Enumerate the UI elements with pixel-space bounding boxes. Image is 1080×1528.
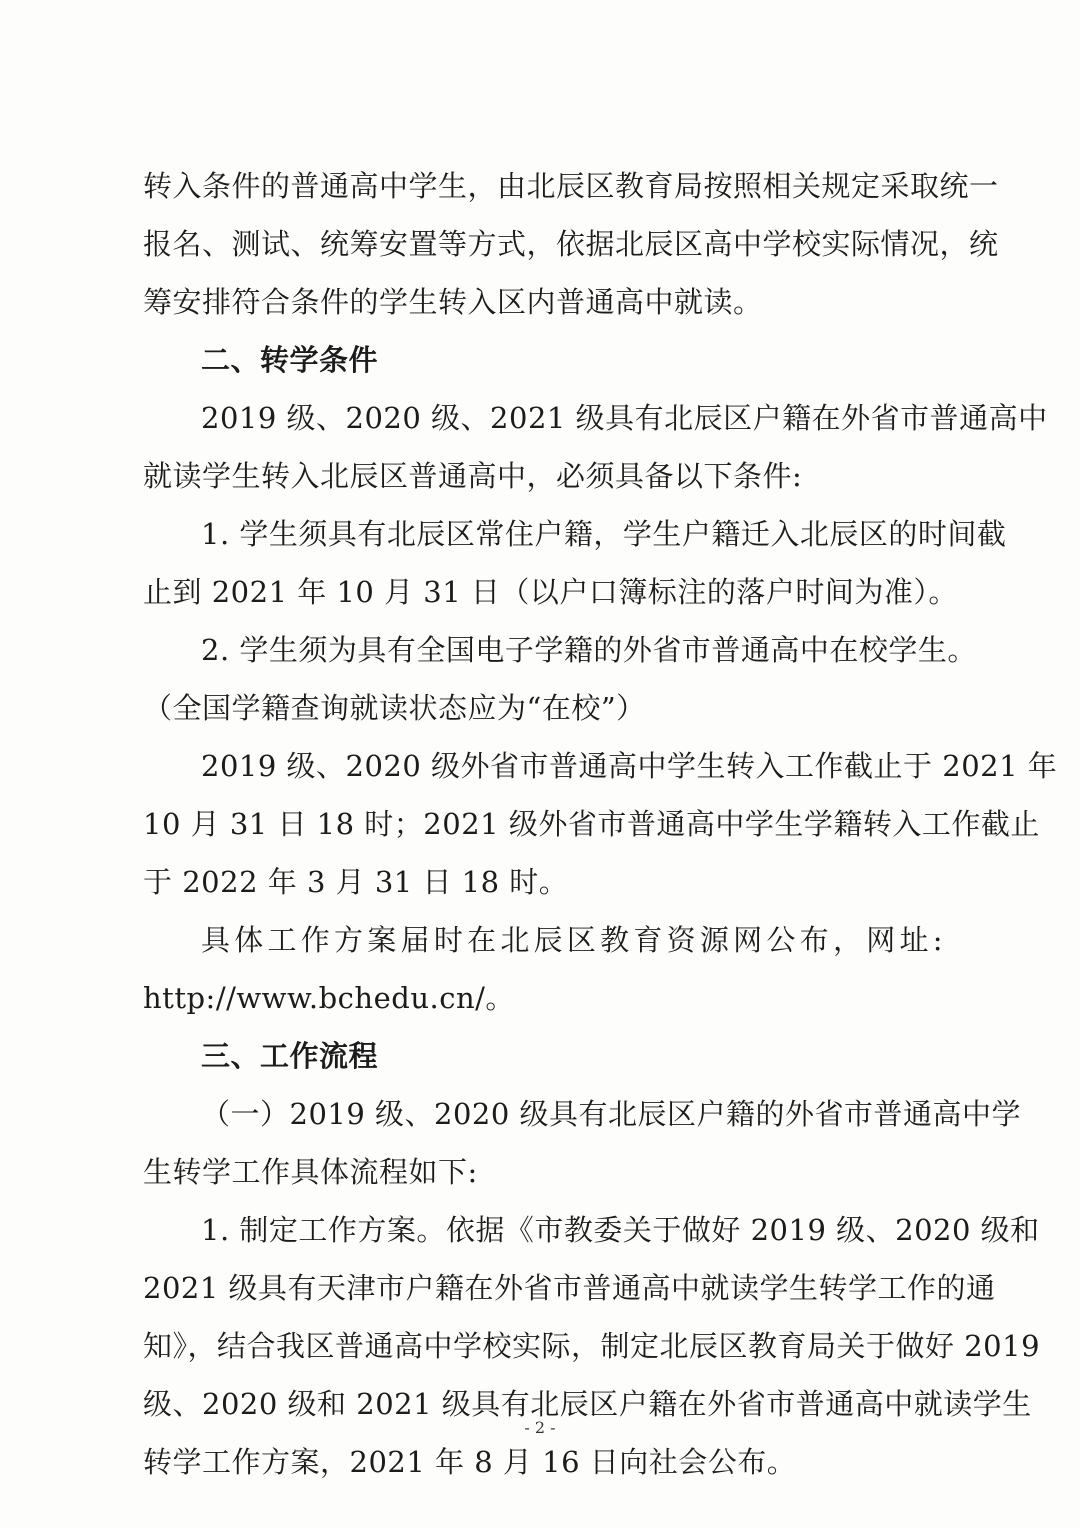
paragraph-line: 级、2020 级和 2021 级具有北辰区户籍在外省市普通高中就读学生 [143,1387,1032,1421]
paragraph-line: 就读学生转入北辰区普通高中，必须具备以下条件: [143,459,803,493]
page-number: - 2 - [524,1418,556,1437]
paragraph-line: 1. 学生须具有北辰区常住户籍，学生户籍迁入北辰区的时间截 [201,517,1007,551]
paragraph-line: 于 2022 年 3 月 31 日 18 时。 [143,865,569,899]
paragraph-line: （全国学籍查询就读状态应为“在校”） [143,691,646,725]
document-body [143,157,1058,1491]
paragraph-line: 1. 制定工作方案。依据《市教委关于做好 2019 级、2020 级和 [201,1213,1040,1247]
paragraph-line: 2019 级、2020 级、2021 级具有北辰区户籍在外省市普通高中 [201,401,1048,435]
paragraph-line: 转学工作方案，2021 年 8 月 16 日向社会公布。 [143,1445,797,1479]
website-url-line: http://www.bchedu.cn/。 [143,981,515,1015]
paragraph-line: 止到 2021 年 10 月 31 日（以户口簿标注的落户时间为准）。 [143,575,958,609]
paragraph-line: （一）2019 级、2020 级具有北辰区户籍的外省市普通高中学 [201,1097,1022,1131]
section-heading-transfer-conditions: 二、转学条件 [201,343,379,377]
paragraph-line: 10 月 31 日 18 时；2021 级外省市普通高中学生学籍转入工作截止 [143,807,1040,841]
paragraph-line: 2021 级具有天津市户籍在外省市普通高中就读学生转学工作的通 [143,1271,996,1305]
paragraph-line: 2. 学生须为具有全国电子学籍的外省市普通高中在校学生。 [201,633,977,667]
paragraph-line: 2019 级、2020 级外省市普通高中学生转入工作截止于 2021 年 [201,749,1058,783]
paragraph-line: 筹安排符合条件的学生转入区内普通高中就读。 [143,285,763,319]
paragraph-line: 转入条件的普通高中学生，由北辰区教育局按照相关规定采取统一 [143,169,999,203]
paragraph-line: 生转学工作具体流程如下: [143,1155,478,1189]
section-heading-workflow: 三、工作流程 [201,1039,379,1073]
paragraph-line: 具体工作方案届时在北辰区教育资源网公布，网址: [201,923,943,957]
paragraph-line: 报名、测试、统筹安置等方式，依据北辰区高中学校实际情况，统 [143,227,999,261]
paragraph-line: 知》，结合我区普通高中学校实际，制定北辰区教育局关于做好 2019 [143,1329,1041,1363]
